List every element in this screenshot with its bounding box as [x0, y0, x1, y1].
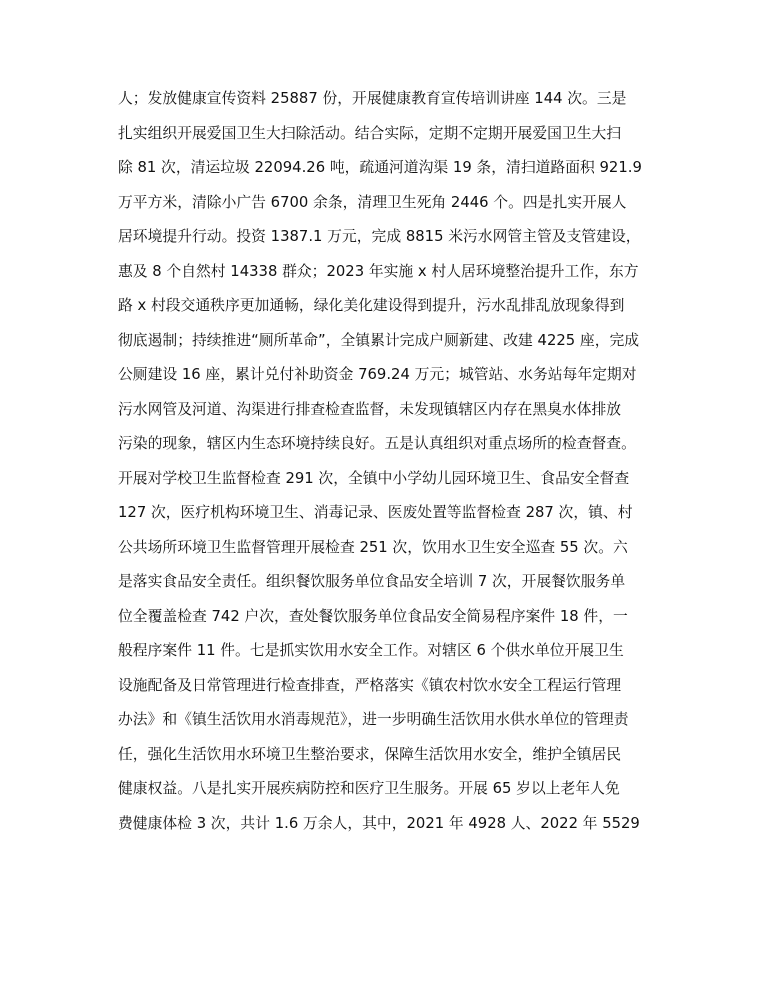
text-line: 人；发放健康宣传资料 25887 份，开展健康教育宣传培训讲座 144 次。三是: [118, 90, 627, 107]
text-line: 惠及 8 个自然村 14338 群众；2023 年实施 x 村人居环境整治提升工作，东方: [118, 262, 639, 280]
text-line: 位全覆盖检查 742 户次，查处餐饮服务单位食品安全简易程序案件 18 件，一: [118, 607, 628, 625]
text-line: 健康权益。八是扎实开展疾病防控和医疗卫生服务。开展 65 岁以上老年人免: [118, 780, 620, 797]
text-line: 公厕建设 16 座，累计兑付补助资金 769.24 万元；城管站、水务站每年定期对: [118, 366, 637, 383]
body-paragraph: [118, 82, 658, 841]
text-line: 污水网管及河道、沟渠进行排查检查监督，未发现镇辖区内存在黑臭水体排放: [118, 400, 622, 418]
text-line: 是落实食品安全责任。组织餐饮服务单位食品安全培训 7 次，开展餐饮服务单: [118, 573, 626, 590]
text-line: 办法》和《镇生活饮用水消毒规范》，进一步明确生活饮用水供水单位的管理责: [118, 711, 629, 728]
text-line: 开展对学校卫生监督检查 291 次，全镇中小学幼儿园环境卫生、食品安全督查: [118, 469, 630, 487]
text-line: 彻底遏制；持续推进“厕所革命”，全镇累计完成户厕新建、改建 4225 座，完成: [118, 331, 640, 349]
text-line: 设施配备及日常管理进行检查排查，严格落实《镇农村饮水安全工程运行管理: [118, 676, 622, 694]
text-line: 扎实组织开展爱国卫生大扫除活动。结合实际，定期不定期开展爱国卫生大扫: [118, 124, 622, 142]
text-line: 任，强化生活饮用水环境卫生整治要求，保障生活饮用水安全，维护全镇居民: [118, 745, 622, 763]
text-line: 除 81 次，清运垃圾 22094.26 吨，疏通河道沟渠 19 条，清扫道路面积 921.9: [118, 159, 642, 176]
text-line: 路 x 村段交通秩序更加通畅，绿化美化建设得到提升，污水乱排乱放现象得到: [118, 297, 625, 314]
text-line: 127 次，医疗机构环境卫生、消毒记录、医废处置等监督检查 287 次，镇、村: [118, 504, 633, 521]
text-line: 费健康体检 3 次，共计 1.6 万余人，其中，2021 年 4928 人、2022 年 5529: [118, 814, 640, 832]
text-line: 污染的现象，辖区内生态环境持续良好。五是认真组织对重点场所的检查督查。: [118, 435, 636, 452]
text-line: 般程序案件 11 件。七是抓实饮用水安全工作。对辖区 6 个供水单位开展卫生: [118, 642, 624, 659]
text-line: 居环境提升行动。投资 1387.1 万元，完成 8815 米污水网管主管及支管建设，: [118, 228, 641, 245]
text-line: 万平方米，清除小广告 6700 余条，清理卫生死角 2446 个。四是扎实开展人: [118, 193, 627, 211]
text-line: 公共场所环境卫生监督管理开展检查 251 次，饮用水卫生安全巡查 55 次。六: [118, 538, 628, 556]
